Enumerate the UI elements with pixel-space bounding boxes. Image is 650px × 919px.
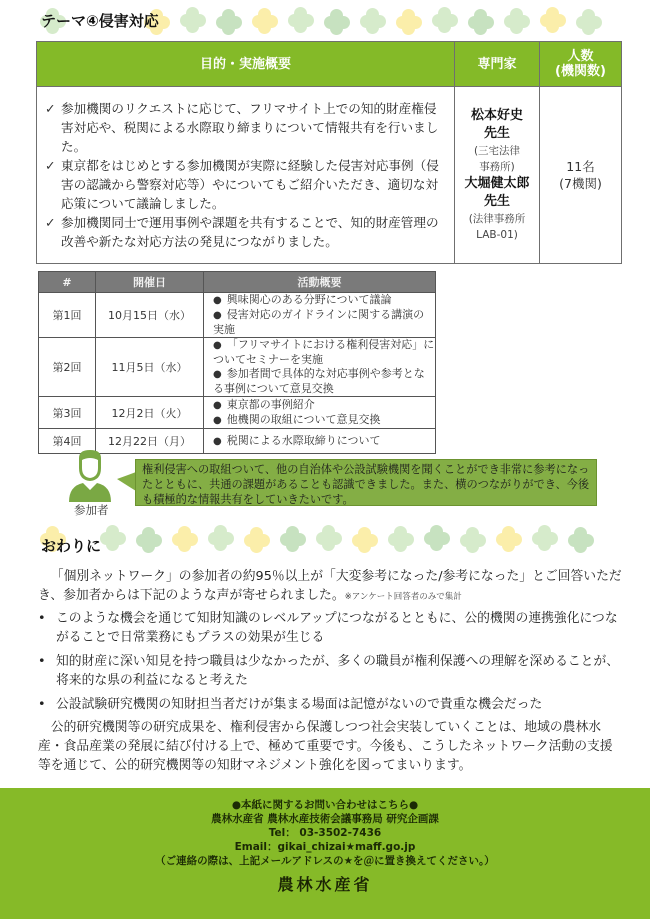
section-title-closing: おわりに (41, 537, 102, 555)
header-summary: 目的・実施概要 (37, 42, 455, 87)
session-activities (204, 429, 436, 454)
voice-text: 公設試験研究機関の知財担当者だけが集まる場面は記憶がないので貴重な機会だった (56, 697, 543, 712)
schedule-table (38, 271, 436, 454)
session-activities (204, 397, 436, 429)
count-cell (540, 87, 622, 264)
header-count-line2: (機関数) (555, 64, 606, 79)
expert-title: 先生 (483, 126, 510, 141)
summary-item (45, 213, 448, 251)
closing-intro-text: 「個別ネットワーク」の参加者の約95％以上が「大変参考になった/参考になった」とご回答いただき、参加者からは下記のような声が寄せられました。 (38, 569, 622, 603)
closing-conclusion: 公的研究機関等の研究成果を、権利侵害から保護しつつ社会実装していくことは、地域の農林水産・食品産業の発展に結び付ける上で、極めて重要です。今後も、こうしたネットワーク活動の支援等を通じて、公的研究機関等の知財マネジメント強化を図ってまいります。 (38, 720, 613, 773)
voice-text: このような機会を通じて知財知識のレベルアップにつながるとともに、公的機関の連携強化につながることで日常業務にもプラスの効果が生じる (56, 611, 618, 645)
ministry-logo-text: 農林水産省 (277, 875, 373, 894)
activity-item: ● 他機関の取組について意見交換 (213, 413, 435, 428)
closing-intro (38, 567, 622, 607)
activity-item: ● 興味関心のある分野について議論 (213, 293, 435, 308)
voice-text: 知的財産に深い知見を持つ職員は少なかったが、多くの職員が権利保護への理解を深めることが、将来的な県の利益になると考えた (56, 654, 620, 688)
header-date: 開催日 (96, 272, 204, 293)
bullet-icon: • (38, 654, 46, 669)
participant-label: 参加者 (74, 503, 109, 517)
expert-title: 先生 (483, 194, 510, 209)
contact-tel[interactable]: Tel： 03-3502-7436 (268, 827, 382, 839)
clover-banner-bottom (40, 522, 610, 556)
header-expert: 専門家 (455, 42, 540, 87)
contact-heading: ●本紙に関するお問い合わせはこちら● (231, 799, 419, 811)
expert-affiliation: 事務所) (479, 161, 515, 173)
summary-item (45, 156, 448, 213)
table-row (39, 293, 436, 338)
survey-note: ※アンケート回答者のみで集計 (344, 592, 462, 602)
session-date: 11月5日（水） (96, 338, 204, 397)
expert-affiliation: (三宅法律 (473, 145, 521, 157)
expert-cell (455, 87, 540, 264)
speech-bubble-tail (117, 472, 136, 491)
section-title-theme4: テーマ④侵害対応 (41, 12, 159, 30)
summary-item-text: 参加機関のリクエストに応じて、フリマサイト上での知的財産権侵害対応や、税関による水際取り締まりについて情報共有を行いました。 (61, 101, 439, 154)
session-number: 第2回 (39, 338, 96, 397)
summary-item-text: 参加機関同士で運用事例や課題を共有することで、知的財産管理の改善や新たな対応方法の発見につながりました。 (61, 215, 439, 249)
session-activities (204, 338, 436, 397)
header-activity: 活動概要 (204, 272, 436, 293)
session-date: 12月22日（月） (96, 429, 204, 454)
session-number: 第1回 (39, 293, 96, 338)
table-row (39, 397, 436, 429)
contact-department: 農林水産省 農林水産技術会議事務局 研究企画課 (211, 813, 439, 825)
expert-name: 松本好史 (470, 108, 523, 123)
institution-count: (7機関) (559, 176, 602, 191)
check-icon: ✓ (45, 215, 56, 230)
participant-comment-bubble: 権利侵害への取組ついて、他の自治体や公設試験機関を聞くことができ非常に参考になったとともに、共通の課題があることも認識できました。また、横のつながりができ、今後も積極的な情報共有をしていきたいです。 (135, 459, 597, 506)
activity-item: ● 侵害対応のガイドラインに関する講演の実施 (213, 308, 435, 337)
summary-item-text: 東京都をはじめとする参加機関が実際に経験した侵害対応事例（侵害の認識から警察対応等）やについてもご紹介いただき、適切な対応策について議論しました。 (61, 158, 439, 211)
expert-affiliation: LAB-01) (476, 229, 518, 241)
session-number: 第4回 (39, 429, 96, 454)
bullet-icon: • (38, 611, 46, 626)
session-activities (204, 293, 436, 338)
theme-summary-table (36, 41, 622, 264)
table-row (39, 338, 436, 397)
header-count-line1: 人数 (567, 49, 594, 64)
activity-item: ● 「フリマサイトにおける権利侵害対応」についてセミナーを実施 (213, 338, 435, 367)
contact-footer (0, 788, 650, 919)
header-count (540, 42, 622, 87)
session-date: 12月2日（火） (96, 397, 204, 429)
header-num: # (39, 272, 96, 293)
summary-item (45, 99, 448, 156)
session-number: 第3回 (39, 397, 96, 429)
voice-item (38, 652, 622, 690)
summary-cell (37, 87, 455, 264)
activity-item: ● 参加者間で具体的な対応事例や参考となる事例について意見交換 (213, 367, 435, 396)
expert-name: 大堀健太郎 (464, 176, 530, 191)
check-icon: ✓ (45, 158, 56, 173)
activity-item: ● 税関による水際取締りについて (213, 434, 435, 449)
person-icon (67, 450, 113, 502)
activity-item: ● 東京都の事例紹介 (213, 398, 435, 413)
voice-item (38, 695, 622, 714)
participant-count: 11名 (566, 159, 595, 174)
voice-item (38, 609, 622, 647)
check-icon: ✓ (45, 101, 56, 116)
contact-email-note: （ご連絡の際は、上記メールアドレスの★を＠に置き換えてください。） (155, 855, 495, 867)
contact-email[interactable]: Email：gikai_chizai★maff.go.jp (234, 841, 416, 853)
bullet-icon: • (38, 697, 46, 712)
session-date: 10月15日（水） (96, 293, 204, 338)
expert-affiliation: (法律事務所 (468, 213, 526, 225)
